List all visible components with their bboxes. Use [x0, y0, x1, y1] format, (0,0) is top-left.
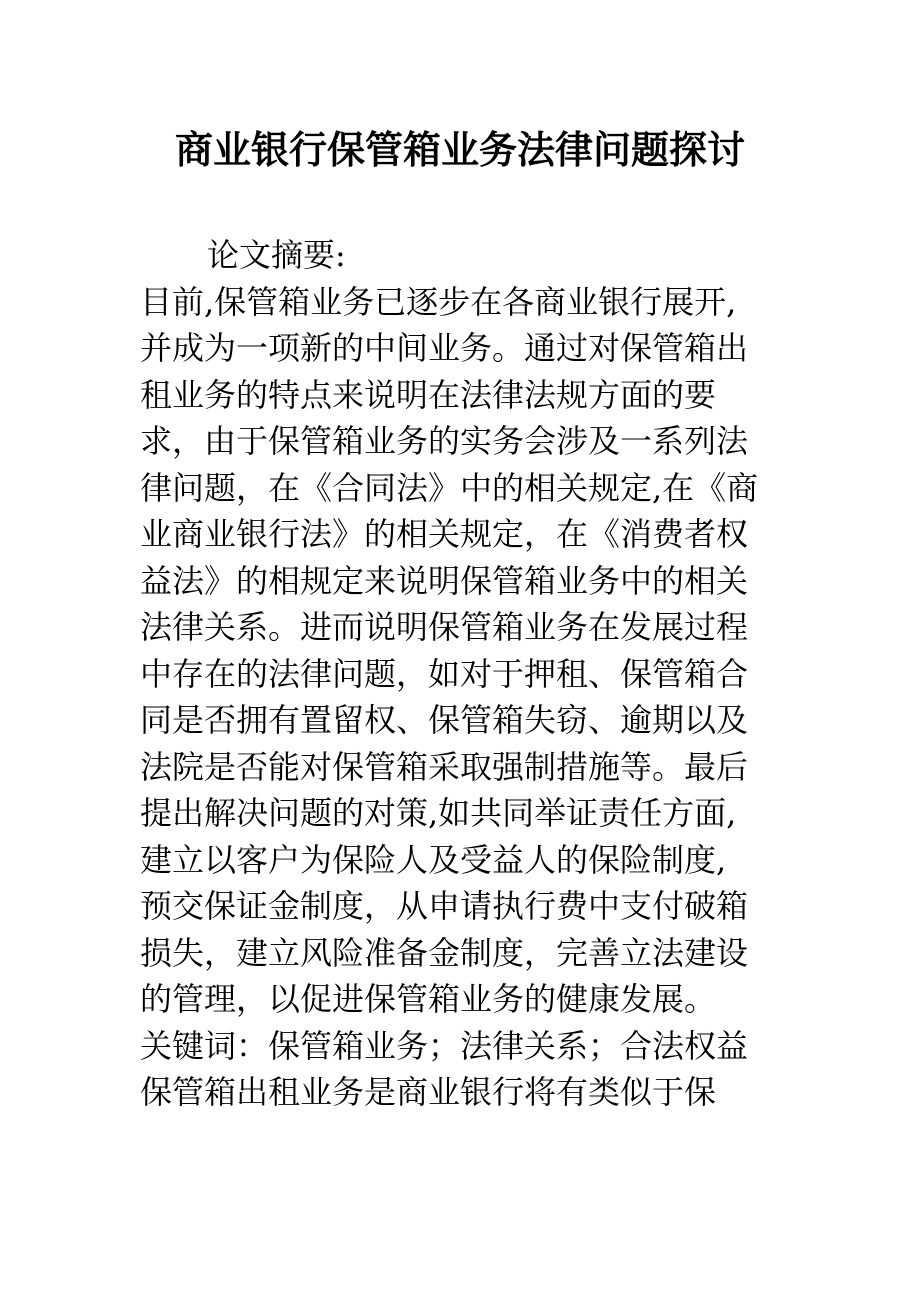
body-line: 中存在的法律问题，如对于押租、保管箱合	[140, 654, 749, 693]
body-line: 法律关系。进而说明保管箱业务在发展过程	[140, 608, 749, 646]
body-line: 目前,保管箱业务已逐步在各商业银行展开,	[140, 282, 737, 321]
body-line: 建立以客户为保险人及受益人的保险制度,	[140, 840, 727, 879]
body-line: 提出解决问题的对策,如共同举证责任方面,	[140, 794, 737, 832]
keywords-line: 关键词：保管箱业务；法律关系；合法权益	[140, 1026, 749, 1065]
body-line: 并成为一项新的中间业务。通过对保管箱出	[140, 329, 749, 367]
body-line: 的管理，以促进保管箱业务的健康发展。	[140, 980, 717, 1018]
body-line: 求，由于保管箱业务的实务会涉及一系列法	[140, 422, 749, 460]
body-line: 法院是否能对保管箱采取强制措施等。最后	[140, 747, 749, 786]
document-body	[140, 232, 800, 1116]
body-line: 业商业银行法》的相关规定，在《消费者权	[140, 515, 749, 553]
body-line: 损失，建立风险准备金制度，完善立法建设	[140, 933, 749, 972]
body-line: 保管箱出租业务是商业银行将有类似于保	[140, 1073, 717, 1111]
abstract-heading: 论文摘要:	[207, 236, 346, 274]
body-line: 律问题，在《合同法》中的相关规定,在《商	[140, 468, 759, 507]
body-line: 预交保证金制度，从申请执行费中支付破箱	[140, 887, 749, 925]
body-line: 租业务的特点来说明在法律法规方面的要	[140, 375, 717, 414]
body-line: 同是否拥有置留权、保管箱失窃、逾期以及	[140, 701, 749, 739]
document-title: 商业银行保管箱业务法律问题探讨	[174, 127, 745, 172]
body-line: 益法》的相规定来说明保管箱业务中的相关	[140, 561, 749, 600]
